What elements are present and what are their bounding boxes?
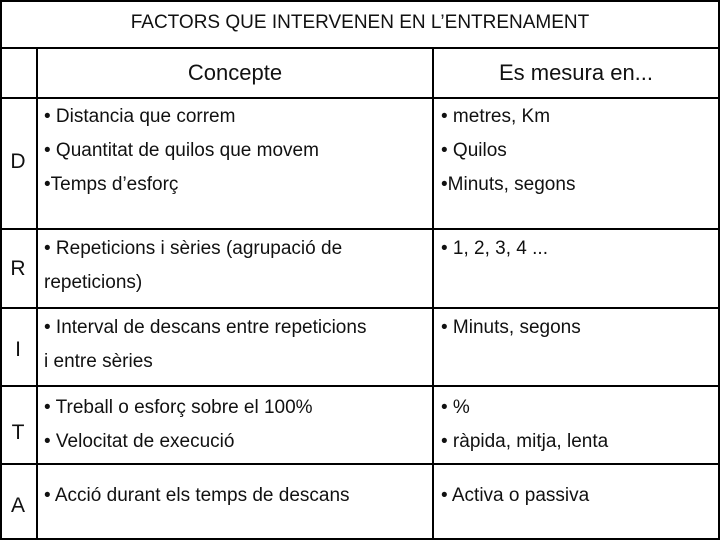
- measure-cell: [441, 232, 548, 266]
- table-title: FACTORS QUE INTERVENEN EN L’ENTRENAMENT: [130, 12, 590, 33]
- row-letter: I: [15, 338, 21, 361]
- concept-line: i entre sèries: [44, 351, 153, 372]
- column-divider: [36, 47, 38, 540]
- column-divider: [432, 47, 434, 540]
- concept-line: • Quantitat de quilos que movem: [44, 140, 319, 161]
- title-divider: [0, 47, 720, 49]
- row-letter: A: [10, 494, 25, 517]
- measure-cell: [441, 100, 575, 202]
- measure-cell: [441, 311, 581, 345]
- concept-line: •Temps d’esforç: [44, 174, 179, 195]
- concept-line: • Repeticions i sèries (agrupació de: [44, 238, 343, 259]
- row-divider: [0, 385, 720, 387]
- concept-line: • Distancia que correm: [44, 106, 236, 127]
- concept-cell: [44, 100, 319, 202]
- measure-cell: [441, 479, 589, 513]
- measure-line: • ràpida, mitja, lenta: [441, 431, 609, 452]
- row-divider: [0, 307, 720, 309]
- concept-line: • Velocitat de execució: [44, 431, 235, 452]
- concept-cell: [44, 479, 350, 513]
- concept-cell: [44, 391, 313, 459]
- measure-line: • Minuts, segons: [441, 317, 581, 338]
- measure-line: • 1, 2, 3, 4 ...: [441, 238, 548, 259]
- row-letter: R: [10, 257, 26, 280]
- concept-line: • Treball o esforç sobre el 100%: [44, 397, 313, 418]
- header-divider: [0, 97, 720, 99]
- row-divider: [0, 228, 720, 230]
- concept-line: • Acció durant els temps de descans: [44, 485, 350, 506]
- column-header-concept: Concepte: [187, 60, 283, 85]
- row-letter: D: [10, 150, 26, 173]
- measure-cell: [441, 391, 608, 459]
- measure-line: • %: [441, 397, 470, 418]
- measure-line: • Activa o passiva: [441, 485, 590, 506]
- table-border-top: [0, 0, 720, 2]
- row-letter: T: [11, 421, 25, 444]
- concept-line: • Interval de descans entre repeticions: [44, 317, 367, 338]
- column-header-measure: Es mesura en...: [498, 60, 654, 85]
- measure-line: • metres, Km: [441, 106, 551, 127]
- concept-line: repeticions): [44, 272, 143, 293]
- concept-cell: [44, 311, 366, 379]
- row-divider: [0, 463, 720, 465]
- concept-cell: [44, 232, 342, 300]
- measure-line: • Quilos: [441, 140, 507, 161]
- measure-line: •Minuts, segons: [441, 174, 576, 195]
